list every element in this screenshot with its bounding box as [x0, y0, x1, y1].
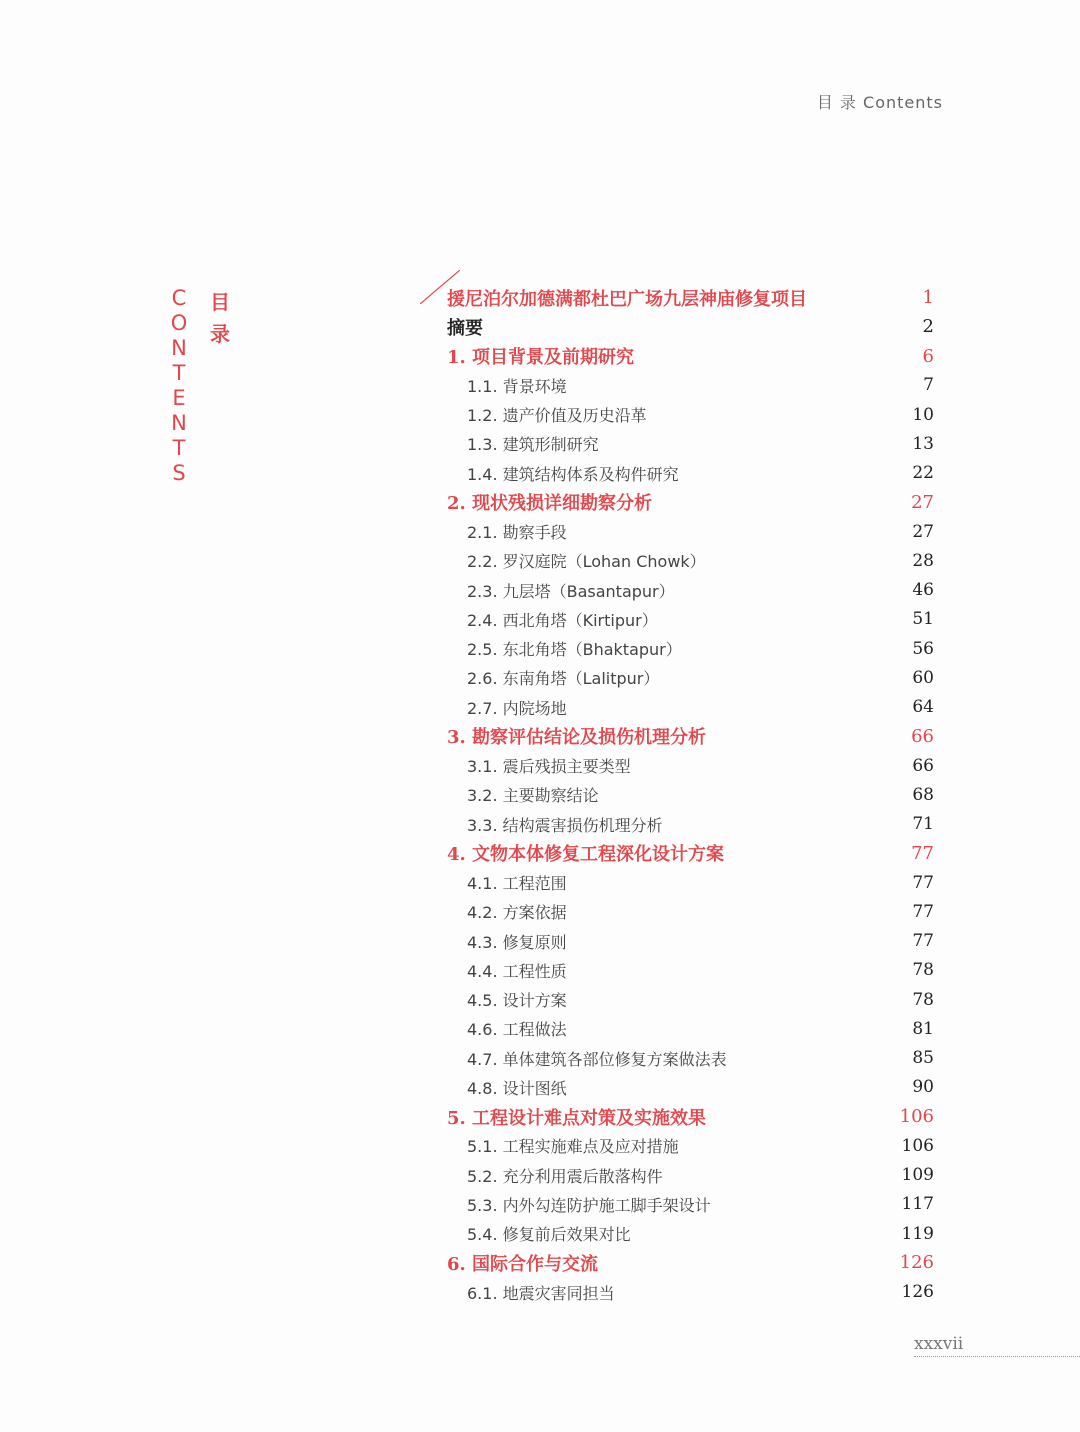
toc-entry-page: 56 [912, 638, 934, 659]
toc-entry-page: 46 [912, 580, 934, 601]
toc-entry[interactable] [447, 371, 934, 400]
toc-entry-page: 78 [912, 989, 934, 1010]
toc-entry-page: 68 [912, 784, 934, 805]
toc-entry-page: 126 [901, 1282, 934, 1303]
toc-entry-label: 2.1. 勘察手段 [467, 523, 567, 543]
toc-entry-label: 4.4. 工程性质 [467, 961, 567, 981]
toc-entry-label: 3.3. 结构震害损伤机理分析 [467, 815, 663, 835]
toc-entry-page: 119 [901, 1223, 934, 1244]
toc-entry-page: 7 [923, 375, 934, 396]
toc-entry-label: 1. 项目背景及前期研究 [447, 347, 635, 369]
contents-letter: N [171, 336, 187, 360]
toc-entry[interactable] [447, 634, 934, 663]
contents-letter: C [171, 286, 187, 310]
toc-entry-page: 71 [912, 814, 934, 835]
toc-entry[interactable] [447, 605, 934, 634]
contents-letter: S [172, 461, 186, 485]
toc-entry-label: 1.2. 遗产价值及历史沿革 [467, 406, 647, 426]
toc-entry[interactable] [447, 1044, 934, 1073]
toc-entry-page: 6 [922, 345, 934, 367]
toc-entry-label: 4.2. 方案依据 [467, 903, 567, 923]
toc-entry[interactable] [447, 810, 934, 839]
toc-entry[interactable] [447, 312, 934, 341]
toc-entry-label: 3.2. 主要勘察结论 [467, 786, 599, 806]
toc-entry[interactable] [447, 400, 934, 429]
toc-entry-page: 77 [911, 842, 934, 864]
toc-entry[interactable] [447, 693, 934, 722]
toc-entry-label: 4.7. 单体建筑各部位修复方案做法表 [467, 1049, 727, 1069]
toc-entry[interactable] [447, 283, 934, 312]
toc-entry-label: 2.6. 东南角塔（Lalitpur） [467, 669, 660, 689]
contents-cn-char: 录 [210, 322, 230, 346]
toc-entry[interactable] [447, 956, 934, 985]
toc-entry-page: 22 [912, 463, 934, 484]
contents-letter: T [172, 436, 186, 460]
toc-entry[interactable] [447, 1161, 934, 1190]
contents-letter: O [170, 311, 188, 335]
toc-entry-page: 106 [901, 1135, 934, 1156]
toc-entry-label: 3.1. 震后残损主要类型 [467, 757, 631, 777]
toc-entry[interactable] [447, 663, 934, 692]
toc-entry[interactable] [447, 839, 934, 868]
page-number-footer: xxxvii [914, 1334, 1080, 1357]
toc-entry[interactable] [447, 429, 934, 458]
toc-entry[interactable] [447, 868, 934, 897]
toc-entry[interactable] [447, 459, 934, 488]
toc-entry-label: 6. 国际合作与交流 [447, 1253, 599, 1275]
table-of-contents [447, 283, 934, 1307]
contents-cn-char: 目 [210, 290, 230, 314]
toc-entry-page: 78 [912, 960, 934, 981]
toc-entry[interactable] [447, 1278, 934, 1307]
toc-entry[interactable] [447, 342, 934, 371]
toc-entry-page: 1 [922, 287, 934, 309]
toc-entry-page: 77 [912, 872, 934, 893]
toc-entry[interactable] [447, 780, 934, 809]
toc-entry[interactable] [447, 722, 934, 751]
toc-entry[interactable] [447, 546, 934, 575]
toc-entry-page: 28 [912, 550, 934, 571]
toc-entry-label: 5.2. 充分利用震后散落构件 [467, 1166, 663, 1186]
toc-entry-label: 3. 勘察评估结论及损伤机理分析 [447, 727, 707, 749]
toc-entry-page: 126 [899, 1252, 934, 1274]
toc-entry-page: 81 [912, 1018, 934, 1039]
toc-entry-page: 51 [912, 609, 934, 630]
toc-entry-page: 13 [912, 433, 934, 454]
toc-entry-label: 1.3. 建筑形制研究 [467, 435, 599, 455]
contents-letter: T [172, 361, 186, 385]
toc-entry-label: 4.1. 工程范围 [467, 874, 567, 894]
toc-entry[interactable] [447, 1190, 934, 1219]
toc-entry-page: 27 [911, 491, 934, 513]
toc-entry-page: 90 [912, 1077, 934, 1098]
toc-entry-label: 援尼泊尔加德满都杜巴广场九层神庙修复项目 [447, 288, 807, 310]
toc-entry-label: 2.4. 西北角塔（Kirtipur） [467, 610, 658, 630]
toc-entry[interactable] [447, 1219, 934, 1248]
toc-entry-page: 77 [912, 931, 934, 952]
toc-entry-label: 4.5. 设计方案 [467, 991, 567, 1011]
toc-entry-page: 117 [901, 1194, 934, 1215]
toc-entry[interactable] [447, 517, 934, 546]
contents-vertical-cn [208, 286, 232, 350]
toc-entry[interactable] [447, 927, 934, 956]
toc-entry-label: 2. 现状残损详细勘察分析 [447, 493, 653, 515]
toc-entry-label: 1.1. 背景环境 [467, 376, 567, 396]
toc-entry[interactable] [447, 576, 934, 605]
toc-entry-page: 64 [912, 697, 934, 718]
toc-entry-page: 77 [912, 901, 934, 922]
toc-entry-page: 66 [912, 755, 934, 776]
toc-entry[interactable] [447, 1248, 934, 1277]
toc-entry-label: 5.1. 工程实施难点及应对措施 [467, 1137, 679, 1157]
contents-letter: N [171, 411, 187, 435]
page-header-title: 目 录 Contents [816, 93, 943, 112]
toc-entry-page: 66 [911, 725, 934, 747]
toc-entry-label: 2.3. 九层塔（Basantapur） [467, 581, 675, 601]
toc-entry-page: 27 [912, 521, 934, 542]
toc-entry-page: 85 [912, 1048, 934, 1069]
toc-entry-page: 10 [912, 404, 934, 425]
toc-entry-label: 6.1. 地震灾害同担当 [467, 1283, 615, 1303]
toc-entry-page: 60 [912, 667, 934, 688]
toc-entry-page: 106 [899, 1106, 934, 1128]
toc-entry-label: 摘要 [447, 317, 483, 339]
toc-entry-label: 2.7. 内院场地 [467, 698, 567, 718]
toc-entry-label: 4.8. 设计图纸 [467, 1078, 567, 1098]
toc-entry[interactable] [447, 897, 934, 926]
toc-entry-page: 109 [901, 1165, 934, 1186]
toc-entry-label: 5. 工程设计难点对策及实施效果 [447, 1107, 707, 1129]
toc-entry-label: 2.2. 罗汉庭院（Lohan Chowk） [467, 552, 706, 572]
toc-entry-label: 5.3. 内外勾连防护施工脚手架设计 [467, 1195, 711, 1215]
toc-entry[interactable] [447, 1131, 934, 1160]
toc-entry[interactable] [447, 985, 934, 1014]
toc-entry-label: 1.4. 建筑结构体系及构件研究 [467, 464, 679, 484]
toc-entry[interactable] [447, 488, 934, 517]
toc-entry-page: 2 [922, 316, 934, 338]
toc-entry[interactable] [447, 751, 934, 780]
toc-entry-label: 4.3. 修复原则 [467, 932, 567, 952]
contents-vertical-en [166, 286, 192, 486]
toc-entry-label: 4.6. 工程做法 [467, 1020, 567, 1040]
toc-entry-label: 4. 文物本体修复工程深化设计方案 [447, 844, 725, 866]
toc-entry[interactable] [447, 1102, 934, 1131]
contents-letter: E [172, 386, 186, 410]
toc-entry[interactable] [447, 1014, 934, 1043]
toc-entry-label: 5.4. 修复前后效果对比 [467, 1225, 631, 1245]
toc-entry-label: 2.5. 东北角塔（Bhaktapur） [467, 640, 682, 660]
toc-entry[interactable] [447, 1073, 934, 1102]
